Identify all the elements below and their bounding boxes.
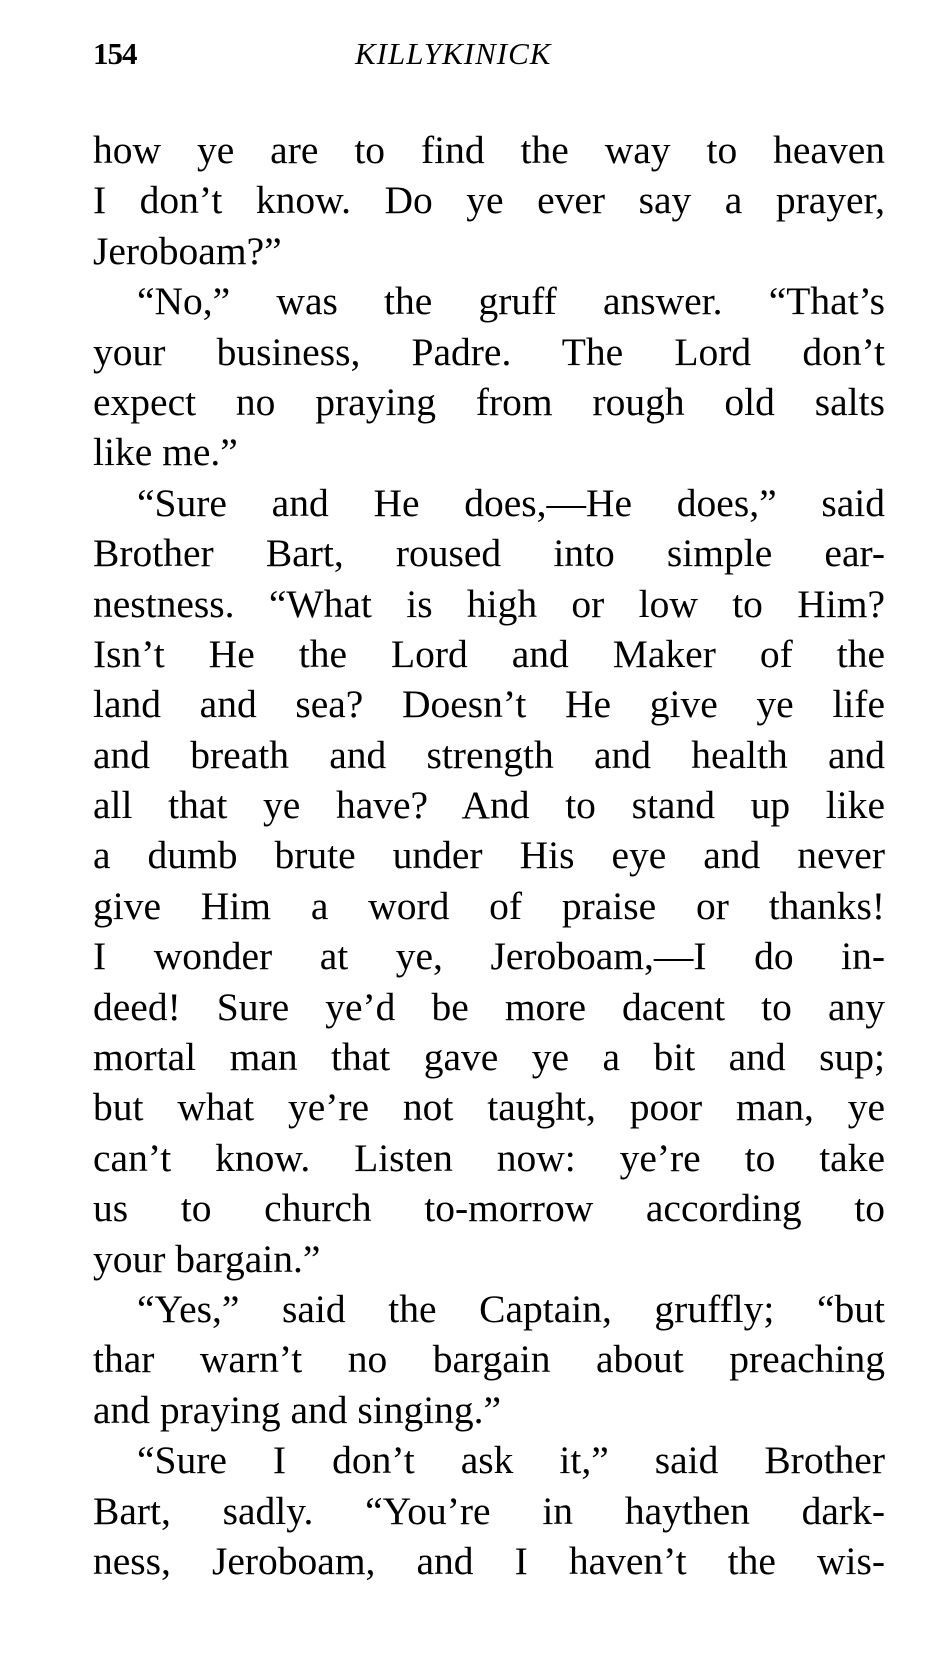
text-line: nestness. “What is high or low to Him? [93, 581, 885, 626]
text-line: “No,” was the gruff answer. “That’s [137, 279, 885, 324]
text-line: and praying and singing.” [93, 1387, 502, 1432]
text-line: mortal man that gave ye a bit and sup; [93, 1035, 885, 1080]
text-line: Jeroboam?” [93, 228, 282, 273]
text-line: give Him a word of praise or thanks! [93, 883, 885, 928]
text-line: “Yes,” said the Captain, gruffly; “but [137, 1286, 885, 1331]
text-line: and breath and strength and health and [93, 732, 885, 777]
text-line: a dumb brute under His eye and never [93, 833, 885, 878]
text-line: all that ye have? And to stand up like [93, 783, 885, 828]
text-line: how ye are to find the way to heaven [93, 128, 885, 172]
text-line: Bart, sadly. “You’re in haythen dark- [93, 1488, 885, 1533]
text-line: thar warn’t no bargain about preaching [93, 1337, 885, 1382]
text-line: I don’t know. Do ye ever say a prayer, [93, 178, 885, 223]
text-line: expect no praying from rough old salts [93, 379, 885, 424]
text-line: deed! Sure ye’d be more dacent to any [93, 984, 885, 1029]
text-line: Isn’t He the Lord and Maker of the [93, 631, 885, 676]
text-line: I wonder at ye, Jeroboam,—I do in- [93, 934, 885, 979]
text-line: your business, Padre. The Lord don’t [93, 329, 885, 374]
text-line: Brother Bart, roused into simple ear- [93, 531, 885, 576]
text-line: can’t know. Listen now: ye’re to take [93, 1135, 885, 1180]
running-title: KILLYKINICK [355, 36, 552, 71]
text-line: “Sure I don’t ask it,” said Brother [137, 1438, 885, 1483]
page-header [93, 36, 883, 76]
text-line: “Sure and He does,—He does,” said [137, 480, 885, 525]
body-text [93, 125, 885, 1586]
text-line: but what ye’re not taught, poor man, ye [93, 1085, 885, 1130]
text-line: your bargain.” [93, 1236, 321, 1281]
text-line: ness, Jeroboam, and I haven’t the wis- [93, 1538, 885, 1583]
text-line: us to church to-morrow according to [93, 1186, 885, 1231]
page-number: 154 [93, 36, 137, 71]
text-line: land and sea? Doesn’t He give ye life [93, 682, 885, 727]
text-line: like me.” [93, 430, 238, 475]
